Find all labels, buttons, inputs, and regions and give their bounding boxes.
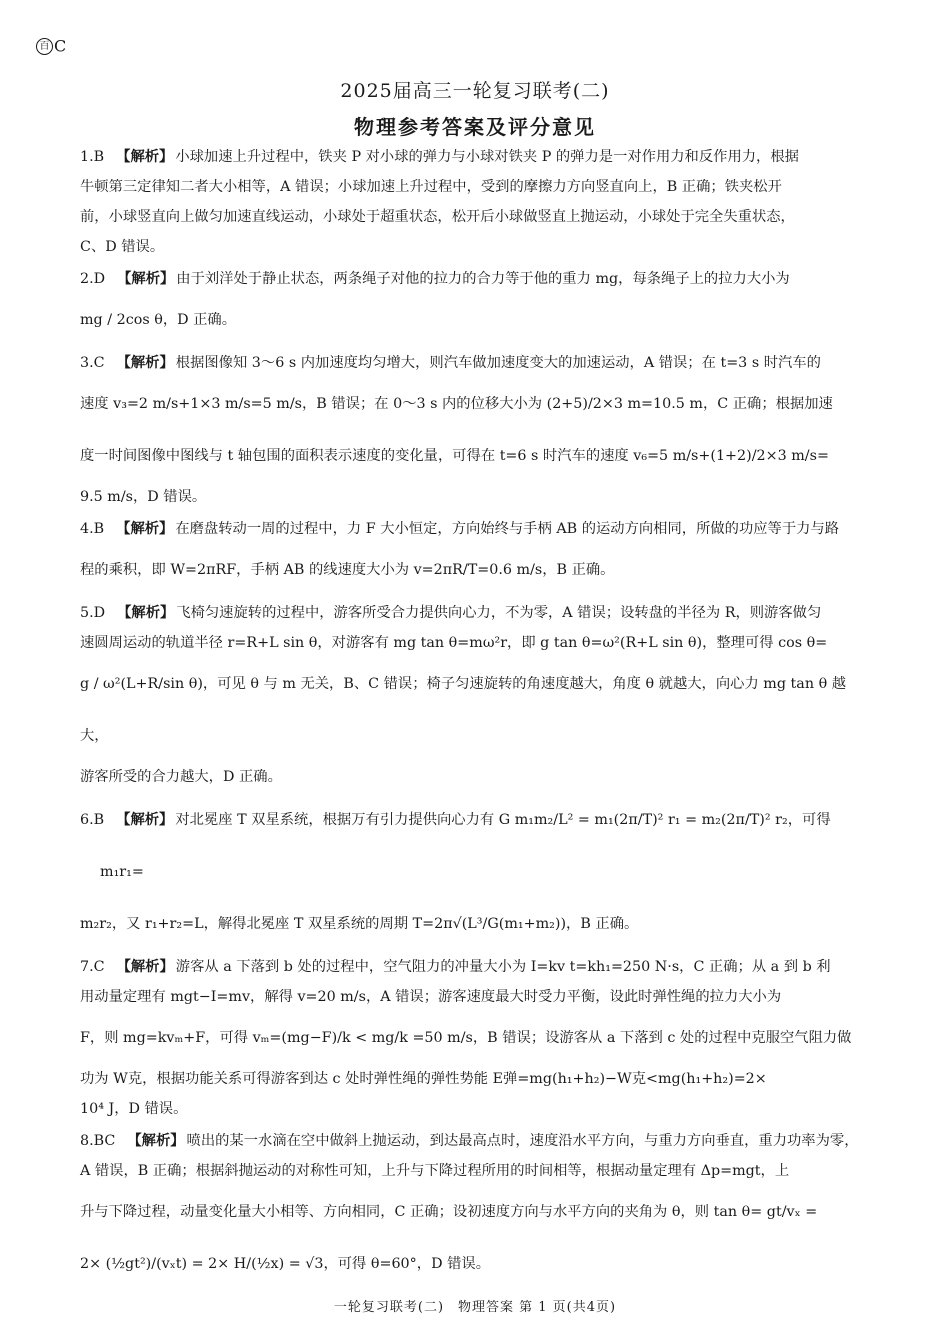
analysis-tag: 【解析】 xyxy=(116,812,174,828)
analysis-tag: 【解析】 xyxy=(116,521,174,537)
answer-item xyxy=(80,142,870,262)
page-footer: 一轮复习联考(二) 物理答案 第 1 页(共4页) xyxy=(333,1300,617,1315)
answer-number: 4.B xyxy=(80,521,105,537)
answer-line: 功为 W克，根据功能关系可得游客到达 c 处时弹性绳的弹性势能 E弹=mg(h₁+h₂)−W克<mg(h₁+h₂)=2× xyxy=(80,1071,767,1087)
logo-mark: 百 xyxy=(36,38,53,55)
answer-line: 速圆周运动的轨道半径 r=R+L sin θ，对游客有 mg tan θ=mω²r，即 g tan θ=ω²(R+L sin θ)，整理可得 cos θ= xyxy=(80,635,828,651)
logo-letter: C xyxy=(54,36,67,56)
answer-line: 喷出的某一水滴在空中做斜上抛运动，到达最高点时，速度沿水平方向，与重力方向垂直，重力功率为零， xyxy=(186,1133,859,1149)
answer-line: 游客从 a 下落到 b 处的过程中，空气阻力的冲量大小为 I=kv t=kh₁=250 N·s，C 正确；从 a 到 b 利 xyxy=(175,959,831,975)
answer-line: 用动量定理有 mgt−I=mv，解得 v=20 m/s，A 错误；游客速度最大时受力平衡，设此时弹性绳的拉力大小为 xyxy=(80,989,782,1005)
answer-line: 升与下降过程，动量变化量大小相等、方向相同，C 正确；设初速度方向与水平方向的夹角为 θ，则 tan θ= gt/vₓ = xyxy=(80,1204,818,1220)
answer-number: 2.D xyxy=(80,271,106,287)
answer-number: 6.B xyxy=(80,812,105,828)
answer-item xyxy=(80,1126,870,1290)
answer-number: 8.BC xyxy=(80,1133,116,1149)
answer-line: A 错误，B 正确；根据斜抛运动的对称性可知，上升与下降过程所用的时间相等，根据动量定理有 Δp=mgt，上 xyxy=(80,1163,790,1179)
answer-item xyxy=(80,264,870,346)
answer-line: 根据图像知 3～6 s 内加速度均匀增大，则汽车做加速度变大的加速运动，A 错误；在 t=3 s 时汽车的 xyxy=(175,355,821,371)
analysis-tag: 【解析】 xyxy=(116,149,174,165)
answer-line: 2× (½gt²)/(vₓt) = 2× H/(½x) = √3，可得 θ=60°，D 错误。 xyxy=(80,1256,490,1272)
answer-line: 10⁴ J，D 错误。 xyxy=(80,1101,188,1117)
answer-line: 游客所受的合力越大，D 正确。 xyxy=(80,769,282,785)
answer-item xyxy=(80,348,870,512)
analysis-tag: 【解析】 xyxy=(117,605,175,621)
answer-line: 程的乘积，即 W=2πRF，手柄 AB 的线速度大小为 v=2πR/T=0.6 m/s，B 正确。 xyxy=(80,562,615,578)
answer-item xyxy=(80,952,870,1124)
answer-item xyxy=(80,598,870,792)
answer-list xyxy=(80,142,870,1292)
answer-line: m₂r₂，又 r₁+r₂=L，解得北冕座 T 双星系统的周期 T=2π√(L³/G(m₁+m₂))，B 正确。 xyxy=(80,916,639,932)
analysis-tag: 【解析】 xyxy=(117,271,175,287)
answer-line: 小球加速上升过程中，铁夹 P 对小球的弹力与小球对铁夹 P 的弹力是一对作用力和反作用力，根据 xyxy=(175,149,799,165)
answer-line: 速度 v₃=2 m/s+1×3 m/s=5 m/s，B 错误；在 0～3 s 内的位移大小为 (2+5)/2×3 m=10.5 m，C 正确；根据加速 xyxy=(80,396,833,412)
answer-line: 度一时间图像中图线与 t 轴包围的面积表示速度的变化量，可得在 t=6 s 时汽车的速度 v₆=5 m/s+(1+2)/2×3 m/s= xyxy=(80,448,829,464)
answer-line: 由于刘洋处于静止状态，两条绳子对他的拉力的合力等于他的重力 mg，每条绳子上的拉力大小为 xyxy=(176,271,790,287)
answer-line: F，则 mg=kvₘ+F，可得 vₘ=(mg−F)/k < mg/k =50 m/s，B 错误；设游客从 a 下落到 c 处的过程中克服空气阻力做 xyxy=(80,1030,852,1046)
answer-key-title: 物理参考答案及评分意见 xyxy=(354,115,596,139)
analysis-tag: 【解析】 xyxy=(116,959,174,975)
answer-line: 飞椅匀速旋转的过程中，游客所受合力提供向心力，不为零，A 错误；设转盘的半径为 R，则游客做匀 xyxy=(176,605,822,621)
exam-title: 2025届高三一轮复习联考(二) xyxy=(340,80,610,102)
answer-item xyxy=(80,794,870,950)
answer-line: g / ω²(L+R/sin θ)，可见 θ 与 m 无关，B、C 错误；椅子匀速旋转的角速度越大，角度 θ 就越大，向心力 mg tan θ 越大， xyxy=(80,676,847,744)
answer-number: 7.C xyxy=(80,959,105,975)
answer-number: 3.C xyxy=(80,355,105,371)
answer-item xyxy=(80,514,870,596)
answer-number: 5.D xyxy=(80,605,106,621)
answer-line: 对北冕座 T 双星系统，根据万有引力提供向心力有 G m₁m₂/L² = m₁(2π/T)² r₁ = m₂(2π/T)² r₂，可得 m₁r₁= xyxy=(100,812,831,880)
answer-number: 1.B xyxy=(80,149,105,165)
analysis-tag: 【解析】 xyxy=(116,355,174,371)
answer-line: 9.5 m/s，D 错误。 xyxy=(80,489,207,505)
answer-line: mg / 2cos θ，D 正确。 xyxy=(80,312,237,328)
answer-line: 在磨盘转动一周的过程中，力 F 大小恒定，方向始终与手柄 AB 的运动方向相同，所做的功应等于力与路 xyxy=(175,521,840,537)
answer-line: 牛顿第三定律知二者大小相等，A 错误；小球加速上升过程中，受到的摩擦力方向竖直向上，B 正确；铁夹松开 xyxy=(80,179,782,195)
answer-line: 前，小球竖直向上做匀加速直线运动，小球处于超重状态，松开后小球做竖直上抛运动，小球处于完全失重状态， xyxy=(80,209,795,225)
analysis-tag: 【解析】 xyxy=(127,1133,185,1149)
publisher-logo xyxy=(36,36,66,56)
answer-line: C、D 错误。 xyxy=(80,239,165,255)
